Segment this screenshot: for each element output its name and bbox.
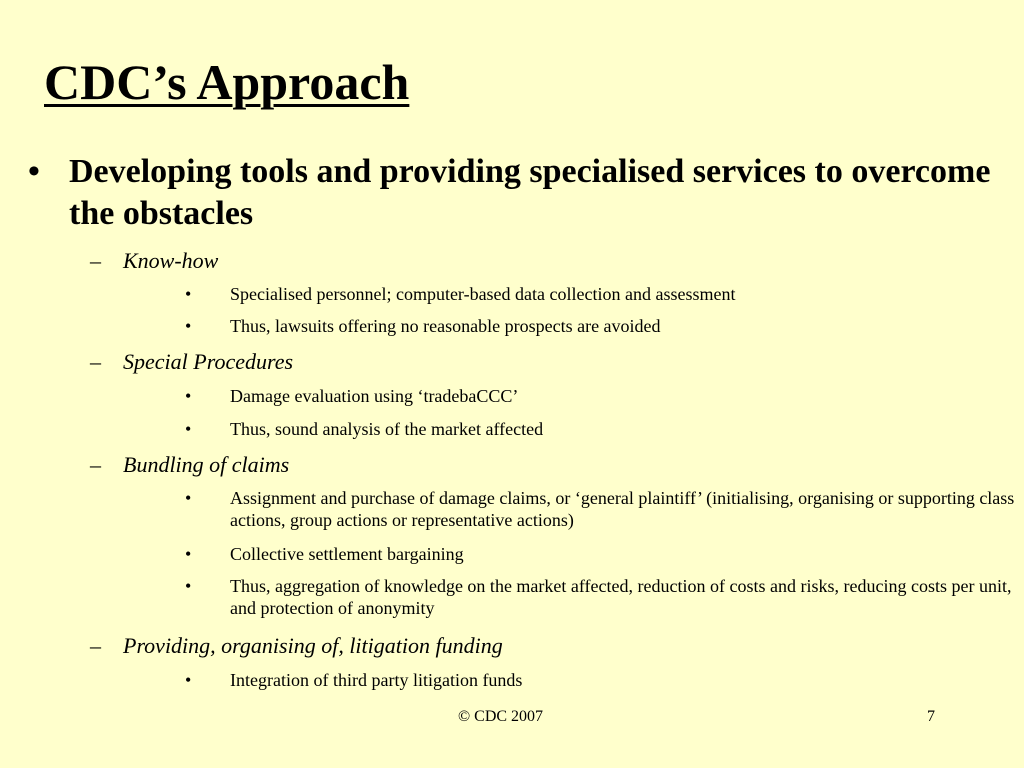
bullet-marker: •: [185, 284, 192, 304]
list-item-text: Assignment and purchase of damage claims, or ‘general plaintiff’ (initialising, organising or supporting class actions, group actions or representative actions): [230, 488, 1015, 530]
dash-marker: –: [90, 248, 101, 273]
footer-copyright: © CDC 2007: [458, 708, 544, 725]
bullet-marker: •: [185, 670, 192, 690]
main-bullet-text: Developing tools and providing specialised services to overcome the obstacles: [69, 153, 991, 232]
dash-marker: –: [90, 452, 101, 477]
dash-marker: –: [90, 633, 101, 658]
slide-page-number: 7: [927, 708, 935, 725]
list-item-text: Thus, aggregation of knowledge on the market affected, reduction of costs and risks, reducing costs per unit, and protection of anonymity: [230, 576, 1012, 618]
bullet-marker: •: [185, 488, 192, 508]
section-heading-text: Know-how: [123, 248, 219, 273]
section-heading-text: Special Procedures: [123, 349, 294, 374]
bullet-marker: •: [185, 544, 192, 564]
list-item-text: Damage evaluation using ‘tradebaCCC’: [230, 386, 519, 406]
bullet-marker: •: [185, 419, 192, 439]
bullet-marker: •: [185, 316, 192, 336]
main-bullet-marker: •: [28, 153, 40, 190]
slide-title: CDC’s Approach: [44, 54, 410, 110]
list-item-text: Thus, lawsuits offering no reasonable prospects are avoided: [230, 316, 661, 336]
section-heading-text: Providing, organising of, litigation funding: [123, 633, 503, 658]
list-item-text: Thus, sound analysis of the market affected: [230, 419, 544, 439]
list-item-text: Integration of third party litigation funds: [230, 670, 523, 690]
section-heading-text: Bundling of claims: [123, 452, 290, 477]
bullet-marker: •: [185, 576, 192, 596]
dash-marker: –: [90, 349, 101, 374]
list-item-text: Collective settlement bargaining: [230, 544, 464, 564]
list-item-text: Specialised personnel; computer-based data collection and assessment: [230, 284, 736, 304]
bullet-marker: •: [185, 386, 192, 406]
